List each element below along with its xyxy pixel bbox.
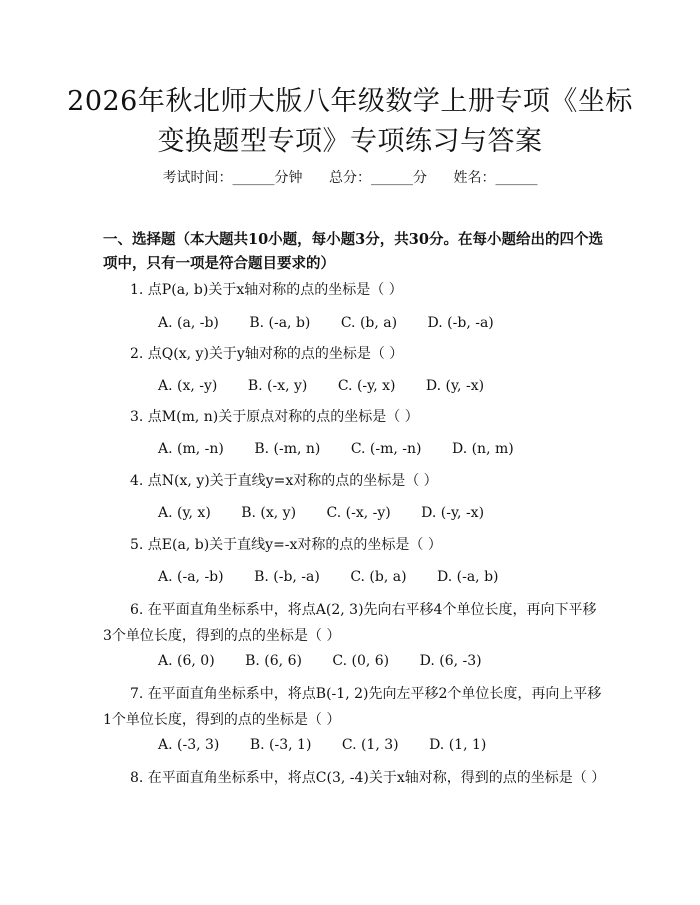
option-c: C. (-x, -y)	[326, 505, 391, 521]
option-row	[158, 312, 494, 334]
option-row	[158, 566, 499, 588]
option-c: C. (b, a)	[340, 315, 398, 331]
option-d: D. (y, -x)	[425, 378, 485, 394]
option-row	[158, 734, 486, 756]
page-title: 2026年秋北师大版八年级数学上册专项《坐标变换题型专项》专项练习与答案	[67, 86, 633, 157]
question-stem: 6. 在平面直角坐标系中，将点A(2, 3)先向右平移4个单位长度，再向下平移3个单位长度，得到的点的坐标是（ ）	[103, 602, 597, 644]
option-c: C. (-y, x)	[337, 378, 396, 394]
option-b: B. (-m, n)	[254, 441, 321, 457]
option-a: A. (a, -b)	[158, 315, 219, 331]
option-b: B. (-x, y)	[247, 378, 308, 394]
option-d: D. (n, m)	[451, 441, 514, 457]
option-b: B. (6, 6)	[245, 653, 302, 669]
option-row	[158, 375, 484, 397]
question-stem: 2. 点Q(x, y)关于y轴对称的点的坐标是（ ）	[130, 346, 404, 362]
option-c: C. (-m, -n)	[350, 441, 422, 457]
option-a: A. (-3, 3)	[158, 737, 220, 753]
option-row	[158, 438, 514, 460]
option-c: C. (0, 6)	[332, 653, 390, 669]
option-a: A. (m, -n)	[158, 441, 224, 457]
option-d: D. (-b, -a)	[427, 315, 494, 331]
total-score-label: 总分：______分	[329, 170, 427, 186]
section-heading: 一、选择题（本大题共10小题，每小题3分，共30分。在每小题给出的四个选项中，只有一项是符合题目要求的）	[103, 231, 603, 272]
option-d: D. (-a, b)	[437, 569, 499, 585]
question-stem: 5. 点E(a, b)关于直线y=-x对称的点的坐标是（ ）	[130, 537, 442, 553]
option-b: B. (-b, -a)	[254, 569, 320, 585]
option-a: A. (6, 0)	[158, 653, 215, 669]
option-row	[158, 650, 482, 672]
option-b: B. (-a, b)	[249, 315, 311, 331]
option-a: A. (-a, -b)	[158, 569, 224, 585]
exam-time-label: 考试时间：______分钟	[162, 170, 303, 186]
question-stem: 3. 点M(m, n)关于原点对称的点的坐标是（ ）	[130, 409, 419, 425]
option-d: D. (1, 1)	[429, 737, 487, 753]
option-b: B. (x, y)	[241, 505, 297, 521]
question-stem: 1. 点P(a, b)关于x轴对称的点的坐标是（ ）	[130, 282, 403, 298]
option-c: C. (1, 3)	[341, 737, 399, 753]
question-stem: 4. 点N(x, y)关于直线y=x对称的点的坐标是（ ）	[130, 473, 438, 489]
option-d: D. (-y, -x)	[421, 505, 485, 521]
option-c: C. (b, a)	[350, 569, 407, 585]
option-row	[158, 502, 484, 524]
question-stem: 7. 在平面直角坐标系中，将点B(-1, 2)先向左平移2个单位长度，再向上平移1个单位长度，得到的点的坐标是（ ）	[103, 686, 602, 728]
exam-info	[0, 168, 700, 188]
option-b: B. (-3, 1)	[249, 737, 312, 753]
option-d: D. (6, -3)	[419, 653, 482, 669]
option-a: A. (x, -y)	[158, 378, 218, 394]
question-stem: 8. 在平面直角坐标系中，将点C(3, -4)关于x轴对称，得到的点的坐标是（ ）	[130, 770, 606, 786]
option-a: A. (y, x)	[158, 505, 211, 521]
name-label: 姓名：______	[453, 170, 538, 186]
